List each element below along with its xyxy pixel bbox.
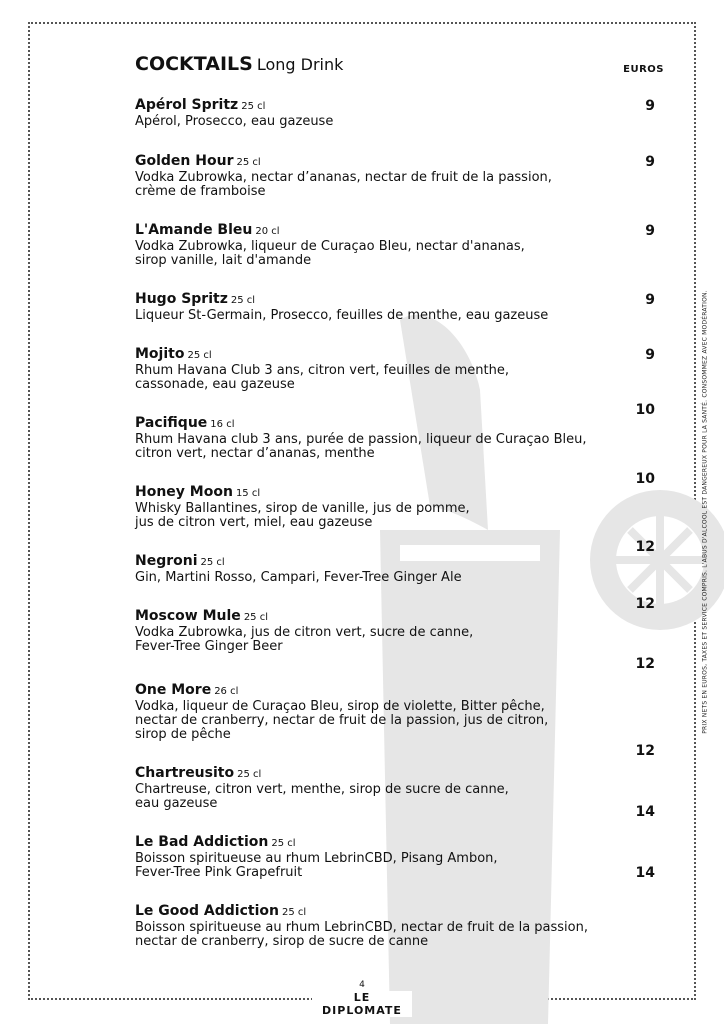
item-desc-line: Fever-Tree Pink Grapefruit	[135, 865, 303, 880]
menu-item	[135, 903, 655, 949]
page-number: 4	[359, 980, 365, 990]
menu-item	[135, 682, 655, 742]
menu-item	[135, 153, 655, 199]
item-volume: 20 cl	[255, 226, 280, 237]
item-desc-line: sirop vanille, lait d'amande	[135, 253, 312, 268]
item-desc-line: Fever-Tree Ginger Beer	[135, 639, 283, 654]
item-name: Apérol Spritz	[135, 97, 239, 113]
item-desc-line: cassonade, eau gazeuse	[135, 377, 295, 392]
item-name: Le Good Addiction	[135, 903, 279, 919]
item-price: 9	[645, 98, 655, 114]
item-price: 9	[645, 223, 655, 239]
item-desc-line: Vodka, liqueur de Curaçao Bleu, sirop de violette, Bitter pêche,	[135, 699, 545, 714]
item-desc-line: Boisson spiritueuse au rhum LebrinCBD, Pisang Ambon,	[135, 851, 498, 866]
item-name: Negroni	[135, 553, 198, 569]
item-volume: 25 cl	[200, 557, 225, 568]
item-name: One More	[135, 682, 212, 698]
item-volume: 25 cl	[187, 350, 212, 361]
item-name: Moscow Mule	[135, 608, 241, 624]
item-volume: 25 cl	[271, 838, 296, 849]
item-price: 9	[645, 292, 655, 308]
item-name: Mojito	[135, 346, 185, 362]
item-price: 9	[645, 347, 655, 363]
menu-title	[135, 52, 343, 77]
item-price: 14	[635, 804, 655, 820]
item-name: Pacifique	[135, 415, 208, 431]
item-volume: 25 cl	[230, 295, 256, 306]
item-desc-line: eau gazeuse	[135, 796, 218, 811]
item-volume: 25 cl	[236, 157, 261, 168]
item-desc-line: citron vert, nectar d’ananas, menthe	[135, 446, 375, 461]
item-price: 14	[635, 865, 655, 881]
menu-item	[135, 553, 655, 585]
item-volume: 25 cl	[237, 769, 262, 780]
item-desc-line: Vodka Zubrowka, liqueur de Curaçao Bleu, nectar d'ananas,	[135, 239, 525, 254]
item-desc-line: Vodka Zubrowka, nectar d’ananas, nectar de fruit de la passion,	[135, 170, 552, 185]
menu-item	[135, 415, 655, 461]
item-desc-line: Rhum Havana club 3 ans, purée de passion, liqueur de Curaçao Bleu,	[135, 432, 587, 447]
item-desc-line: Whisky Ballantines, sirop de vanille, jus de pomme,	[135, 501, 470, 516]
item-name: Hugo Spritz	[135, 291, 228, 307]
item-desc-line: Vodka Zubrowka, jus de citron vert, sucre de canne,	[135, 625, 474, 640]
item-name: Honey Moon	[135, 484, 233, 500]
item-desc-line: Boisson spiritueuse au rhum LebrinCBD, nectar de fruit de la passion,	[135, 920, 588, 935]
item-volume: 15 cl	[235, 488, 261, 499]
item-price: 10	[635, 471, 655, 487]
legal-side-note: PRIX NETS EN EUROS, TAXES ET SERVICE COMPRIS. L'ABUS D'ALCOOL EST DANGEREUX POUR LA SANTÉ. CONSOMMEZ AVEC MODÉRATION.	[701, 290, 709, 734]
item-volume: 25 cl	[241, 101, 266, 112]
item-volume: 26 cl	[214, 686, 239, 697]
item-desc-line: nectar de cranberry, sirop de sucre de canne	[135, 934, 429, 949]
section-subtitle: Long Drink	[256, 55, 344, 74]
item-desc-line: crème de framboise	[135, 184, 266, 199]
item-desc-line: jus de citron vert, miel, eau gazeuse	[135, 515, 373, 530]
menu-item	[135, 608, 655, 654]
item-desc-line: nectar de cranberry, nectar de fruit de la passion, jus de citron,	[135, 713, 549, 728]
brand-logo: LE DIPLOMATE	[312, 991, 412, 1017]
item-desc-line: Rhum Havana Club 3 ans, citron vert, feuilles de menthe,	[135, 363, 509, 378]
item-price: 12	[635, 596, 655, 612]
item-name: Le Bad Addiction	[135, 834, 269, 850]
section-title: COCKTAILS	[135, 53, 253, 75]
item-volume: 25 cl	[243, 612, 268, 623]
item-desc-line: Gin, Martini Rosso, Campari, Fever-Tree Ginger Ale	[135, 570, 462, 585]
item-price: 10	[635, 402, 655, 418]
item-name: L'Amande Bleu	[135, 222, 253, 238]
item-desc-line: Apérol, Prosecco, eau gazeuse	[135, 114, 334, 129]
item-name: Golden Hour	[135, 153, 234, 169]
item-volume: 25 cl	[281, 907, 307, 918]
item-price: 9	[645, 154, 655, 170]
menu-item	[135, 765, 655, 811]
item-price: 12	[635, 539, 655, 555]
item-price: 12	[635, 743, 655, 759]
item-name: Chartreusito	[135, 765, 235, 781]
menu-item	[135, 97, 655, 129]
menu-item	[135, 291, 655, 323]
menu-item	[135, 222, 655, 268]
item-desc-line: Chartreuse, citron vert, menthe, sirop de sucre de canne,	[135, 782, 509, 797]
item-desc-line: sirop de pêche	[135, 727, 231, 742]
currency-label: EUROS	[623, 64, 664, 75]
menu-item	[135, 346, 655, 392]
item-volume: 16 cl	[210, 419, 235, 430]
menu-item	[135, 484, 655, 530]
menu-item	[135, 834, 655, 880]
item-price: 12	[635, 656, 655, 672]
item-desc-line: Liqueur St-Germain, Prosecco, feuilles de menthe, eau gazeuse	[135, 308, 549, 323]
